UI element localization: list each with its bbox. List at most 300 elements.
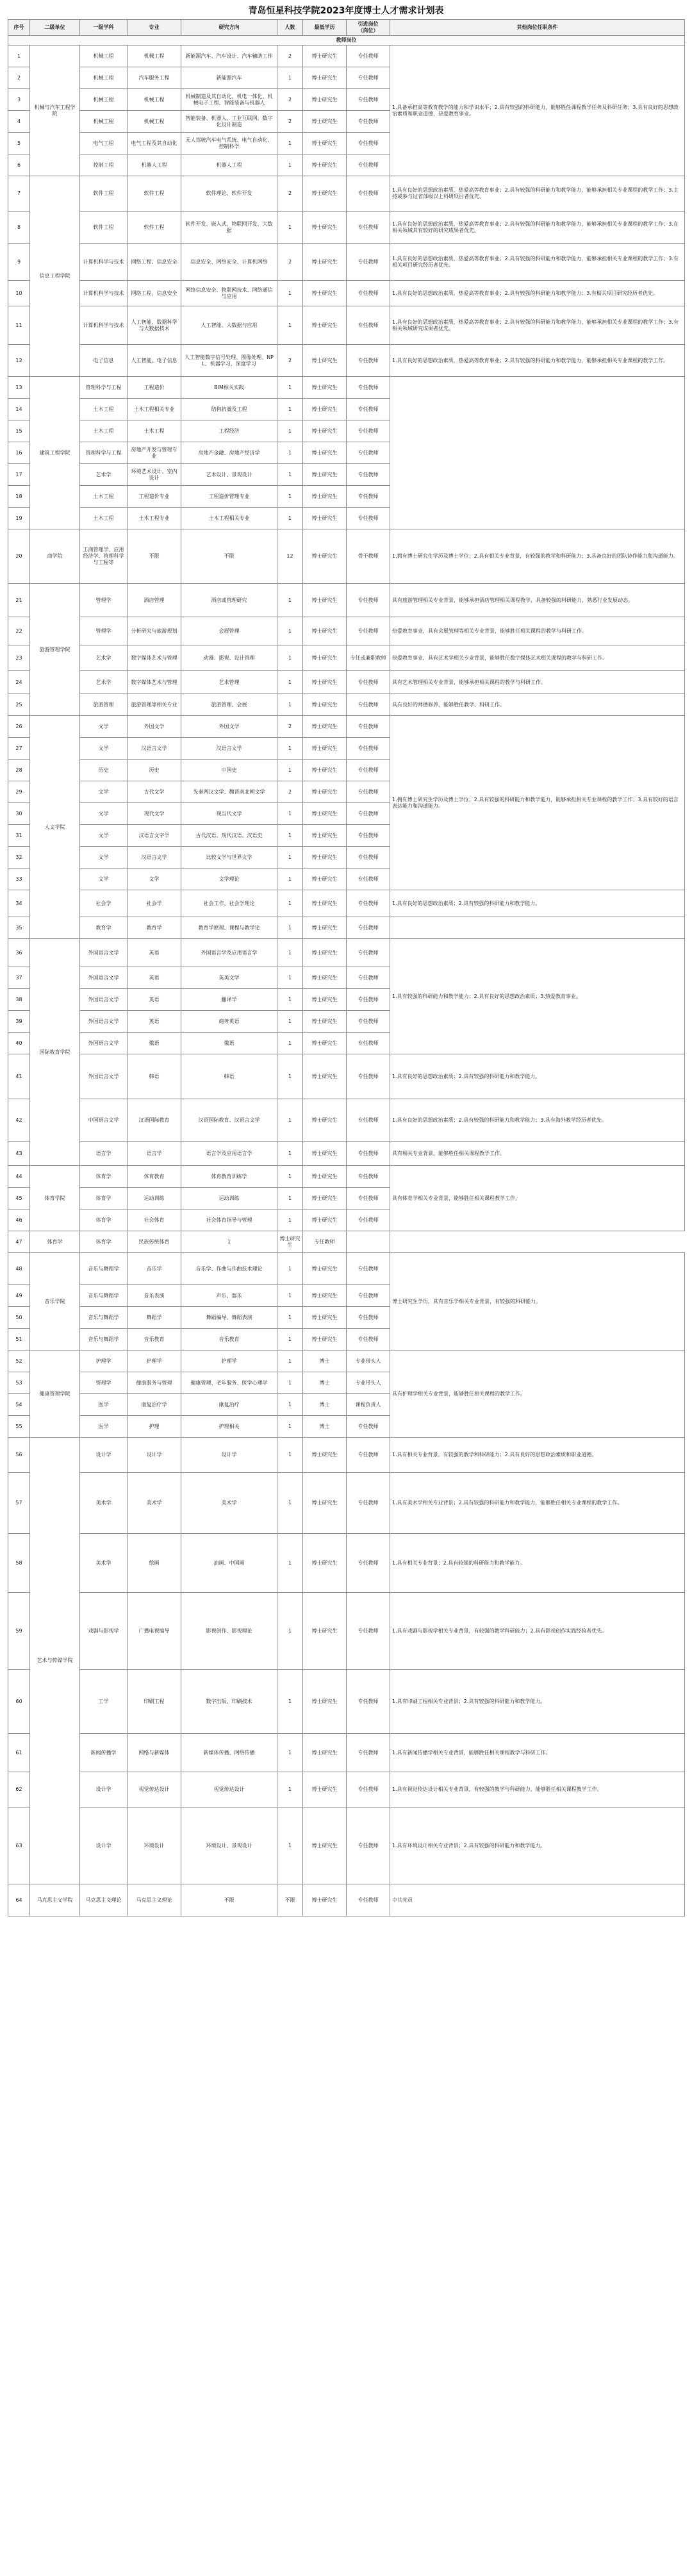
cell-discipline: 马克思主义理论 — [80, 1884, 128, 1916]
cell-no: 26 — [8, 716, 30, 738]
cell-post: 专任教师 — [347, 420, 390, 442]
cell-post: 专任教师 — [347, 464, 390, 486]
cell-degree: 博士研究生 — [303, 508, 347, 529]
cell-direction: 康复治疗 — [181, 1394, 277, 1416]
cell-direction: 设计学 — [181, 1438, 277, 1473]
cell-conditions: 1.具有良好的思想政治素质；2.具有较强的科研能力和教学能力。 — [390, 890, 685, 917]
cell-discipline: 管理学 — [80, 584, 128, 617]
cell-conditions: 1.具有良好的思想政治素质；2.具有较强的科研能力和教学能力。 — [390, 1054, 685, 1099]
cell-conditions: 具有旅游管理相关专业背景，能够承担酒店管理相关课程教学，具备较强的科研能力，熟悉行业发展动态。 — [390, 584, 685, 617]
cell-direction: 护理学 — [181, 1350, 277, 1372]
cell-direction: 人工智能、大数据与应用 — [181, 306, 277, 345]
cell-no: 9 — [8, 244, 30, 281]
cell-discipline: 计算机科学与技术 — [80, 281, 128, 306]
cell-post: 专任教师 — [347, 617, 390, 645]
table-row — [8, 890, 685, 917]
cell-direction: 英美文学 — [181, 967, 277, 989]
cell-degree: 博士 — [303, 1416, 347, 1438]
cell-degree: 博士研究生 — [303, 89, 347, 111]
cell-conditions: 热爱教育事业，具有会展管理等相关专业背景，能够胜任相关课程的教学与科研工作。 — [390, 617, 685, 645]
cell-direction: 外国文学 — [181, 716, 277, 738]
cell-post: 专任教师 — [347, 111, 390, 133]
cell-degree: 博士研究生 — [303, 399, 347, 420]
cell-post: 专任教师 — [347, 1209, 390, 1231]
cell-conditions: 具有良好的师德修养，能够胜任教学、科研工作。 — [390, 694, 685, 716]
cell-direction: 比较文学与世界文学 — [181, 847, 277, 868]
cell-degree: 博士研究生 — [303, 781, 347, 803]
cell-discipline: 美术学 — [80, 1473, 128, 1534]
cell-unit: 体育学院 — [30, 1166, 80, 1231]
cell-degree: 博士研究生 — [303, 738, 347, 760]
cell-major: 音乐教育 — [128, 1329, 181, 1350]
cell-major: 汉语言文学 — [128, 847, 181, 868]
cell-discipline: 艺术学 — [80, 671, 128, 694]
cell-no: 4 — [8, 111, 30, 133]
cell-no: 62 — [8, 1772, 30, 1807]
cell-degree: 博士研究生 — [303, 939, 347, 967]
cell-post: 专任教师 — [347, 1099, 390, 1142]
cell-count: 1 — [277, 1307, 303, 1329]
cell-post: 专任教师 — [347, 1011, 390, 1033]
cell-major: 机械工程 — [128, 46, 181, 67]
table-row — [8, 939, 685, 967]
cell-post: 专任教师 — [347, 1166, 390, 1188]
cell-major: 酒店管理 — [128, 584, 181, 617]
cell-count: 1 — [277, 1473, 303, 1534]
cell-count: 1 — [277, 890, 303, 917]
cell-major: 社会体育 — [128, 1209, 181, 1231]
page-title: 青岛恒星科技学院2023年度博士人才需求计划表 — [248, 6, 444, 16]
table-row — [8, 645, 685, 671]
cell-conditions: 1.具有相关专业背景；2.具有较强的科研能力和教学能力。 — [390, 1534, 685, 1593]
cell-post: 专任教师 — [347, 1329, 390, 1350]
cell-discipline: 土木工程 — [80, 508, 128, 529]
table-row — [8, 306, 685, 345]
cell-degree: 博士研究生 — [303, 1011, 347, 1033]
cell-no: 36 — [8, 939, 30, 967]
cell-major: 汽车服务工程 — [128, 67, 181, 89]
cell-no: 59 — [8, 1593, 30, 1670]
cell-major: 土木工程相关专业 — [128, 399, 181, 420]
cell-discipline: 工学 — [80, 1670, 128, 1734]
cell-direction: 社会工作、社会学理论 — [181, 890, 277, 917]
cell-degree: 博士研究生 — [303, 1033, 347, 1054]
cell-major: 环境艺术设计、室内设计 — [128, 464, 181, 486]
cell-conditions: 1.具有新闻传播学相关专业背景，能够胜任相关课程教学与科研工作。 — [390, 1734, 685, 1772]
cell-post: 专任教师 — [347, 1884, 390, 1916]
cell-no: 38 — [8, 989, 30, 1011]
cell-discipline: 文学 — [80, 738, 128, 760]
cell-post: 专任教师 — [347, 133, 390, 154]
cell-degree: 博士研究生 — [303, 1166, 347, 1188]
cell-no: 48 — [8, 1253, 30, 1285]
cell-no: 17 — [8, 464, 30, 486]
cell-degree: 博士研究生 — [303, 825, 347, 847]
cell-major: 人工智能、电子信息 — [128, 345, 181, 377]
cell-major: 英语 — [128, 967, 181, 989]
cell-major: 语言学 — [128, 1142, 181, 1166]
table-row — [8, 1253, 685, 1285]
cell-conditions: 1.具有较强的科研能力和教学能力；2.具有良好的思想政治素质；3.热爱教育事业。 — [390, 939, 685, 1054]
cell-degree: 博士研究生 — [303, 281, 347, 306]
table-row — [8, 176, 685, 212]
cell-count: 1 — [277, 671, 303, 694]
cell-post: 专任教师 — [347, 716, 390, 738]
cell-discipline: 机械工程 — [80, 46, 128, 67]
cell-major: 分析研究与旅游规划 — [128, 617, 181, 645]
cell-no: 19 — [8, 508, 30, 529]
cell-major: 护理 — [128, 1416, 181, 1438]
cell-no: 24 — [8, 671, 30, 694]
cell-conditions: 中共党员 — [390, 1884, 685, 1916]
cell-degree: 博士研究生 — [303, 967, 347, 989]
cell-major: 英语 — [128, 939, 181, 967]
cell-post: 专任教师 — [347, 847, 390, 868]
cell-conditions: 1.具有美术学相关专业背景；2.具有较强的科研能力和教学能力，能够胜任相关专业课程的教学工作。 — [390, 1473, 685, 1534]
requirements-table — [8, 19, 685, 1916]
cell-direction: 网络信息安全、物联网技术、网络通信与应用 — [181, 281, 277, 306]
cell-post: 专任教师 — [347, 890, 390, 917]
cell-no: 23 — [8, 645, 30, 671]
table-row — [8, 1734, 685, 1772]
cell-count: 不限 — [277, 1884, 303, 1916]
cell-no: 8 — [8, 212, 30, 244]
cell-no: 20 — [8, 529, 30, 584]
cell-direction: 环境设计、景观设计 — [181, 1807, 277, 1884]
cell-degree: 博士研究生 — [303, 1188, 347, 1209]
cell-count: 1 — [277, 377, 303, 399]
cell-degree: 博士研究生 — [303, 377, 347, 399]
cell-post: 专任教师 — [347, 306, 390, 345]
cell-major: 体育学 — [80, 1231, 128, 1253]
col-header-unit: 二级单位 — [30, 20, 80, 36]
cell-post: 专任教师 — [347, 781, 390, 803]
cell-no: 50 — [8, 1307, 30, 1329]
cell-post: 专任教师 — [347, 399, 390, 420]
col-header-post — [347, 20, 390, 36]
cell-major: 土木工程 — [128, 420, 181, 442]
cell-post: 专任教师 — [347, 1253, 390, 1285]
cell-discipline: 体育学 — [80, 1188, 128, 1209]
col-header-conditions: 其他岗位任职条件 — [390, 20, 685, 36]
cell-major: 音乐表演 — [128, 1285, 181, 1307]
cell-major: 网络工程、信息安全 — [128, 281, 181, 306]
cell-no: 1 — [8, 46, 30, 67]
cell-count: 1 — [277, 464, 303, 486]
cell-direction: 不限 — [181, 529, 277, 584]
cell-degree: 博士研究生 — [303, 1772, 347, 1807]
cell-discipline: 计算机科学与技术 — [80, 306, 128, 345]
cell-no: 44 — [8, 1166, 30, 1188]
cell-degree: 博士研究生 — [303, 486, 347, 508]
cell-count: 1 — [277, 868, 303, 890]
cell-degree: 博士研究生 — [303, 917, 347, 939]
cell-degree: 博士 — [303, 1350, 347, 1372]
cell-degree: 博士研究生 — [303, 617, 347, 645]
cell-discipline: 机械工程 — [80, 67, 128, 89]
cell-major: 机器人工程 — [128, 154, 181, 176]
cell-post: 专任教师 — [347, 1473, 390, 1534]
table-row — [8, 1593, 685, 1670]
cell-no: 33 — [8, 868, 30, 890]
cell-discipline: 历史 — [80, 760, 128, 781]
cell-no: 35 — [8, 917, 30, 939]
cell-major: 教育学 — [128, 917, 181, 939]
cell-direction: 动漫、影视、设计管理 — [181, 645, 277, 671]
cell-major: 英语 — [128, 989, 181, 1011]
cell-direction: 音乐学、作曲与作曲技术理论 — [181, 1253, 277, 1285]
cell-count: 1 — [277, 67, 303, 89]
cell-major: 社会学 — [128, 890, 181, 917]
cell-discipline: 控制工程 — [80, 154, 128, 176]
cell-degree: 博士研究生 — [303, 306, 347, 345]
cell-degree: 博士研究生 — [303, 760, 347, 781]
cell-no: 56 — [8, 1438, 30, 1473]
cell-no: 18 — [8, 486, 30, 508]
cell-count: 1 — [277, 1350, 303, 1372]
cell-count: 1 — [277, 1166, 303, 1188]
cell-direction: 护理相关 — [181, 1416, 277, 1438]
cell-discipline: 机械工程 — [80, 89, 128, 111]
cell-direction: 机械制造及其自动化、机电一体化、机械电子工程、智能装备与机器人 — [181, 89, 277, 111]
cell-major: 外国文学 — [128, 716, 181, 738]
cell-direction: 翻译学 — [181, 989, 277, 1011]
cell-major: 汉语言文学 — [128, 738, 181, 760]
cell-discipline: 土木工程 — [80, 486, 128, 508]
cell-degree: 博士研究生 — [303, 464, 347, 486]
cell-discipline: 文学 — [80, 803, 128, 825]
cell-major: 广播电视编导 — [128, 1593, 181, 1670]
table-row — [8, 1884, 685, 1916]
cell-discipline: 电子信息 — [80, 345, 128, 377]
cell-degree: 博士研究生 — [303, 1253, 347, 1285]
cell-discipline: 管理学 — [80, 617, 128, 645]
cell-discipline: 艺术学 — [80, 645, 128, 671]
cell-major: 音乐学 — [128, 1253, 181, 1285]
cell-direction: 语言学及应用语言学 — [181, 1142, 277, 1166]
table-row — [8, 529, 685, 584]
cell-post: 专任教师 — [347, 760, 390, 781]
cell-conditions: 1.具有良好的思想政治素质；2.具有较强的科研能力和教学能力；3.具有海外教学经历者优先。 — [390, 1099, 685, 1142]
cell-count: 1 — [277, 1772, 303, 1807]
table-row — [8, 671, 685, 694]
cell-unit: 马克思主义学院 — [30, 1884, 80, 1916]
cell-post: 专任教师 — [347, 345, 390, 377]
cell-direction: 新媒体传播、网络传播 — [181, 1734, 277, 1772]
cell-no: 64 — [8, 1884, 30, 1916]
cell-no: 41 — [8, 1054, 30, 1099]
cell-no: 46 — [8, 1209, 30, 1231]
cell-degree: 博士研究生 — [303, 1438, 347, 1473]
cell-post: 专任教师 — [347, 89, 390, 111]
cell-degree: 博士研究生 — [303, 212, 347, 244]
cell-major: 电气工程及其自动化 — [128, 133, 181, 154]
cell-unit: 建筑工程学院 — [30, 377, 80, 529]
cell-degree: 博士 — [303, 1372, 347, 1394]
cell-conditions: 1.具有相关专业背景，有较强的教学和科研能力；2.具有良好的思想政治素质和职业道德。 — [390, 1438, 685, 1473]
cell-major: 工程造价 — [128, 377, 181, 399]
col-header-discipline: 一级学科 — [80, 20, 128, 36]
cell-post: 专任教师 — [347, 917, 390, 939]
cell-direction: 房地产金融、房地产经济学 — [181, 442, 277, 464]
cell-no: 55 — [8, 1416, 30, 1438]
cell-degree: 博士研究生 — [303, 420, 347, 442]
cell-direction: 新能源汽车 — [181, 67, 277, 89]
cell-conditions: 1.拥有博士研究生学历及博士学位；2.具有较强的科研能力和教学能力，能够承担相关专业课程的教学工作；3.具有较好的语言表达能力和沟通能力。 — [390, 716, 685, 890]
cell-degree: 博士研究生 — [303, 133, 347, 154]
table-row — [8, 345, 685, 377]
table-row — [8, 46, 685, 67]
cell-major: 古代文学 — [128, 781, 181, 803]
cell-unit: 健康管理学院 — [30, 1350, 80, 1438]
cell-count: 1 — [277, 508, 303, 529]
cell-count: 1 — [277, 917, 303, 939]
cell-degree: 博士研究生 — [303, 847, 347, 868]
cell-count: 1 — [277, 212, 303, 244]
cell-post: 课程负责人 — [347, 1394, 390, 1416]
cell-major: 网络与新媒体 — [128, 1734, 181, 1772]
cell-major: 汉语言文字学 — [128, 825, 181, 847]
cell-degree: 博士研究生 — [303, 345, 347, 377]
cell-no: 37 — [8, 967, 30, 989]
cell-conditions: 热爱教育事业，具有艺术学相关专业背景，能够胜任数字媒体艺术相关课程的教学与科研工作。 — [390, 645, 685, 671]
cell-post: 专任教师 — [347, 486, 390, 508]
cell-direction: 新能源汽车、汽车设计、汽车辅助工作 — [181, 46, 277, 67]
cell-degree: 博士研究生 — [303, 176, 347, 212]
cell-count: 1 — [277, 1011, 303, 1033]
cell-count: 1 — [277, 486, 303, 508]
cell-direction: 影视创作、影视理论 — [181, 1593, 277, 1670]
cell-count: 1 — [277, 1670, 303, 1734]
cell-discipline: 教育学 — [80, 917, 128, 939]
cell-major: 数字媒体艺术与管理 — [128, 671, 181, 694]
cell-direction: 结构抗震及工程 — [181, 399, 277, 420]
cell-count: 1 — [181, 1231, 277, 1253]
cell-discipline: 医学 — [80, 1416, 128, 1438]
cell-unit: 人文学院 — [30, 716, 80, 939]
cell-conditions: 1.具有印刷工程相关专业背景；2.具有较强的科研能力和教学能力。 — [390, 1670, 685, 1734]
cell-post: 专任教师 — [347, 67, 390, 89]
cell-direction: 声乐、器乐 — [181, 1285, 277, 1307]
cell-discipline: 医学 — [80, 1394, 128, 1416]
cell-post: 专任教师 — [347, 1734, 390, 1772]
cell-major: 设计学 — [128, 1438, 181, 1473]
section-row — [8, 36, 685, 46]
cell-no: 61 — [8, 1734, 30, 1772]
cell-major: 环境设计 — [128, 1807, 181, 1884]
cell-no: 2 — [8, 67, 30, 89]
cell-count: 1 — [277, 1807, 303, 1884]
cell-direction: 艺术设计、景观设计 — [181, 464, 277, 486]
cell-degree: 博士研究生 — [303, 154, 347, 176]
cell-post: 专任教师 — [347, 1438, 390, 1473]
cell-post: 专任教师 — [347, 1285, 390, 1307]
cell-conditions: 1.具有良好的思想政治素质，热爱高等教育事业；2.具有较强的科研能力和教学能力，能够承担相关专业课程的教学工作；3.在相关领域具有较好的研究成果者优先。 — [390, 212, 685, 244]
cell-direction: 人工智能数字信号处理、图像处理、NPL、机器学习、深度学习 — [181, 345, 277, 377]
cell-post: 专任教师 — [347, 46, 390, 67]
cell-post: 专任教师 — [347, 1593, 390, 1670]
cell-discipline: 设计学 — [80, 1807, 128, 1884]
cell-count: 2 — [277, 89, 303, 111]
cell-no: 52 — [8, 1350, 30, 1372]
cell-direction: 机器人工程 — [181, 154, 277, 176]
table-row — [8, 584, 685, 617]
cell-count: 2 — [277, 46, 303, 67]
cell-no: 21 — [8, 584, 30, 617]
cell-post: 专任教师 — [347, 176, 390, 212]
cell-direction: 艺术管理 — [181, 671, 277, 694]
cell-major: 网络工程、信息安全 — [128, 244, 181, 281]
cell-discipline: 外国语言文学 — [80, 1054, 128, 1099]
cell-count: 1 — [277, 442, 303, 464]
cell-direction: 智能装备、机器人、工业互联网、数字化设计制造 — [181, 111, 277, 133]
cell-degree: 博士研究生 — [303, 529, 347, 584]
cell-post: 专任教师 — [347, 1033, 390, 1054]
cell-degree: 博士研究生 — [277, 1231, 303, 1253]
cell-degree: 博士 — [303, 1394, 347, 1416]
cell-direction: 软件开发、嵌入式、物联网开发、大数据 — [181, 212, 277, 244]
cell-post: 专任教师 — [347, 939, 390, 967]
cell-direction: 土木工程相关专业 — [181, 508, 277, 529]
cell-degree: 博士研究生 — [303, 694, 347, 716]
cell-degree: 博士研究生 — [303, 989, 347, 1011]
cell-no: 49 — [8, 1285, 30, 1307]
section-label: 教师岗位 — [8, 36, 685, 46]
cell-post: 专任教师 — [347, 1142, 390, 1166]
table-row — [8, 1438, 685, 1473]
cell-count: 1 — [277, 281, 303, 306]
cell-degree: 博士研究生 — [303, 67, 347, 89]
cell-major: 历史 — [128, 760, 181, 781]
cell-degree: 博士研究生 — [303, 645, 347, 671]
cell-discipline: 软件工程 — [80, 212, 128, 244]
cell-count: 1 — [277, 1593, 303, 1670]
table-row — [8, 1166, 685, 1188]
cell-direction: 舞蹈编导、舞蹈表演 — [181, 1307, 277, 1329]
cell-count: 1 — [277, 1285, 303, 1307]
cell-count: 1 — [277, 584, 303, 617]
cell-degree: 博士研究生 — [303, 442, 347, 464]
cell-degree: 博士研究生 — [303, 46, 347, 67]
table-row — [8, 1534, 685, 1593]
cell-discipline: 戏剧与影视学 — [80, 1593, 128, 1670]
col-header-direction: 研究方向 — [181, 20, 277, 36]
cell-major: 工程造价专业 — [128, 486, 181, 508]
cell-count: 2 — [277, 781, 303, 803]
cell-count: 1 — [277, 133, 303, 154]
cell-no: 63 — [8, 1807, 30, 1884]
cell-no: 29 — [8, 781, 30, 803]
cell-no: 11 — [8, 306, 30, 345]
cell-post: 专任教师 — [347, 584, 390, 617]
cell-no: 6 — [8, 154, 30, 176]
cell-direction: 文学理论 — [181, 868, 277, 890]
cell-post: 骨干教师 — [347, 529, 390, 584]
table-row — [8, 1670, 685, 1734]
cell-conditions: 具有艺术管理相关专业背景，能够承担相关课程的教学与科研工作。 — [390, 671, 685, 694]
cell-count: 1 — [277, 306, 303, 345]
cell-unit: 音乐学院 — [30, 1253, 80, 1350]
cell-direction: 健康管理、老年服务、医学心理学 — [181, 1372, 277, 1394]
cell-direction: 旅游管理、会展 — [181, 694, 277, 716]
cell-degree: 博士研究生 — [303, 584, 347, 617]
cell-conditions — [390, 917, 685, 939]
cell-count: 1 — [277, 1253, 303, 1285]
cell-count: 1 — [277, 825, 303, 847]
cell-direction: 民族传统体育 — [128, 1231, 181, 1253]
col-header-post-sub: （岗位） — [358, 28, 379, 33]
cell-post: 专任教师 — [347, 244, 390, 281]
